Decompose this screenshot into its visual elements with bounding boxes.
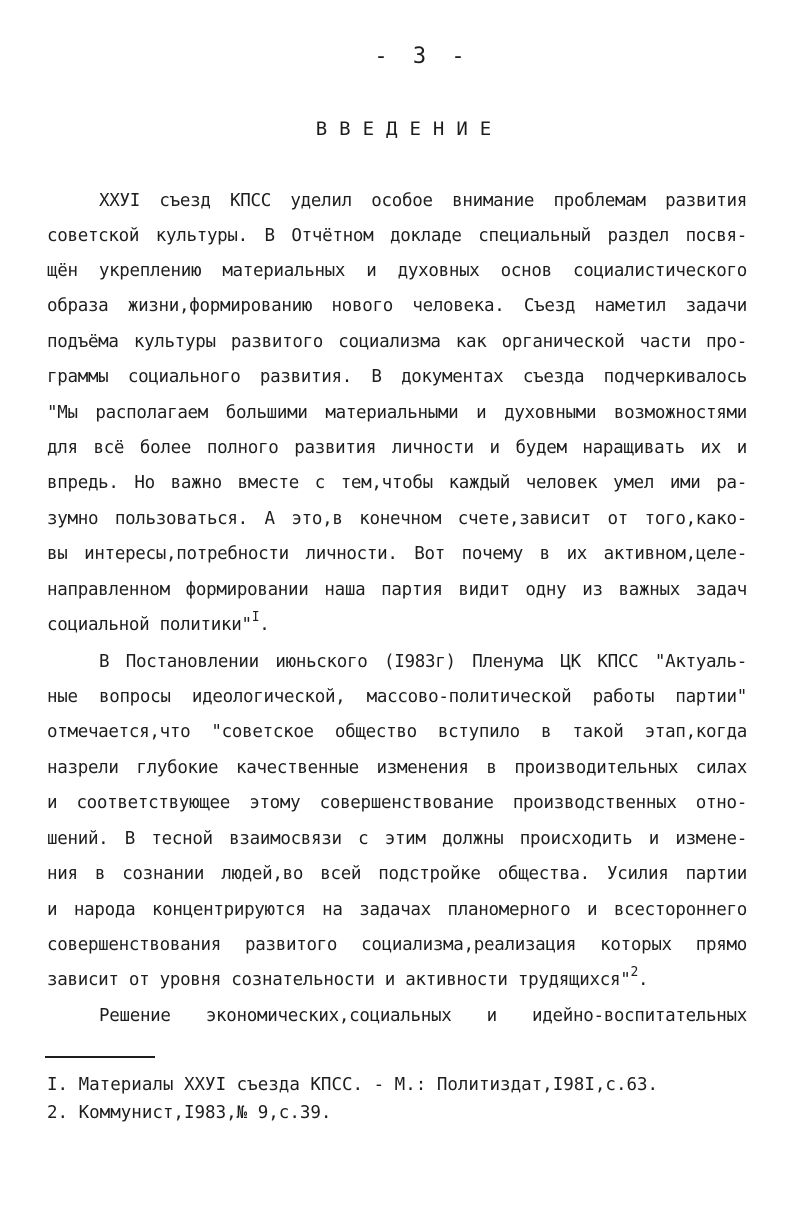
body-line: ные вопросы идеологической, массово-политической работы партии" bbox=[47, 687, 747, 707]
body-line: направленном формировании наша партия видит одну из важных задач bbox=[47, 580, 747, 600]
footnote: 2. Коммунист,I983,№ 9,с.39. bbox=[47, 1103, 332, 1123]
body-line: впредь. Но важно вместе с тем,чтобы каждый человек умел ими ра- bbox=[47, 473, 747, 493]
body-line: совершенствования развитого социализма,реализация которых прямо bbox=[47, 935, 747, 955]
footnote-divider bbox=[45, 1056, 155, 1058]
body-line: щён укреплению материальных и духовных основ социалистического bbox=[47, 261, 747, 281]
body-line: для всё более полного развития личности и будем наращивать их и bbox=[47, 438, 747, 458]
body-line: В Постановлении июньского (I983г) Пленума ЦК КПСС "Актуаль- bbox=[99, 652, 747, 672]
body-line: и народа концентрируются на задачах планомерного и всестороннего bbox=[47, 900, 747, 920]
body-line: вы интересы,потребности личности. Вот почему в их активном,целе- bbox=[47, 544, 747, 564]
body-line: и соответствующее этому совершенствование производственных отно- bbox=[47, 793, 747, 813]
body-line: советской культуры. В Отчётном докладе специальный раздел посвя- bbox=[47, 226, 747, 246]
footnote-mark: 2 bbox=[630, 965, 638, 980]
body-line: подъёма культуры развитого социализма как органической части про- bbox=[47, 332, 747, 352]
page-title: ВВЕДЕНИЕ bbox=[315, 118, 504, 140]
body-line: назрели глубокие качественные изменения в производительных силах bbox=[47, 758, 747, 778]
body-line-with-footnote: зависит от уровня сознательности и активности трудящихся"$^2$. bbox=[47, 965, 649, 990]
body-line-with-footnote: социальной политики"$^I$. bbox=[47, 610, 270, 635]
footnote: I. Материалы ХХУI съезда КПСС. - М.: Политиздат,I98I,с.63. bbox=[47, 1075, 659, 1095]
body-line: "Мы располагаем большими материальными и духовными возможностями bbox=[47, 403, 747, 423]
body-line: граммы социального развития. В документах съезда подчеркивалось bbox=[47, 367, 747, 387]
body-line: отмечается,что "советское общество вступило в такой этап,когда bbox=[47, 722, 747, 742]
body-line: образа жизни,формированию нового человека. Съезд наметил задачи bbox=[47, 296, 747, 316]
footnote-mark: I bbox=[251, 610, 260, 625]
page-number: - 3 - bbox=[374, 44, 471, 69]
body-line: ХХУI съезд КПСС уделил особое внимание проблемам развития bbox=[99, 191, 747, 211]
body-line: ния в сознании людей,во всей подстройке общества. Усилия партии bbox=[47, 864, 747, 884]
body-line: Решение экономических,социальных и идейно-воспитательных bbox=[99, 1006, 747, 1026]
body-line: шений. В тесной взаимосвязи с этим должны происходить и измене- bbox=[47, 829, 747, 849]
body-line: зумно пользоваться. А это,в конечном счете,зависит от того,како- bbox=[47, 509, 747, 529]
